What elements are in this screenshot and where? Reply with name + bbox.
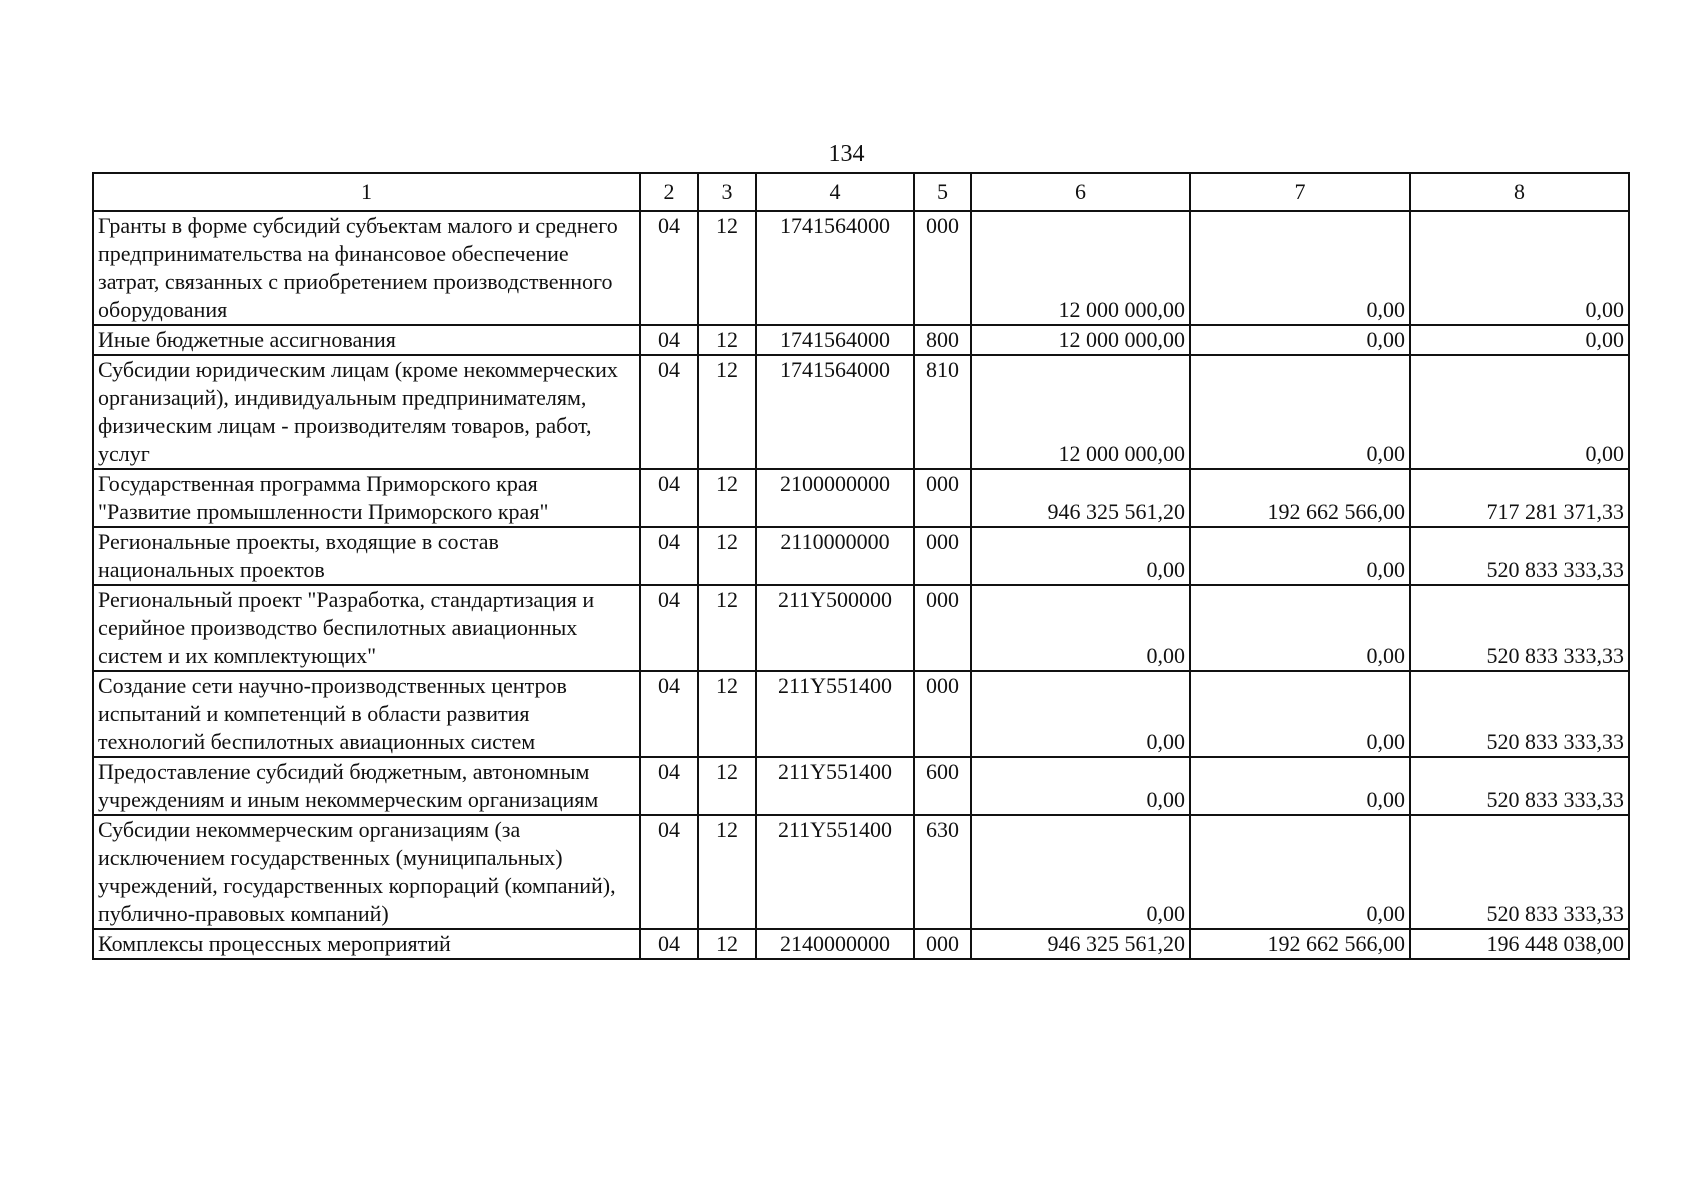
subsection-code: 12 xyxy=(698,527,756,585)
amount-col-7: 0,00 xyxy=(1190,757,1410,815)
amount-col-8: 520 833 333,33 xyxy=(1410,585,1629,671)
table-row xyxy=(93,929,1629,959)
amount-col-6: 0,00 xyxy=(971,757,1190,815)
row-name: Создание сети научно-производственных центров испытаний и компетенций в области развития технологий беспилотных авиационных систем xyxy=(93,671,640,757)
amount-col-6: 946 325 561,20 xyxy=(971,929,1190,959)
amount-col-7: 0,00 xyxy=(1190,815,1410,929)
row-name: Гранты в форме субсидий субъектам малого и среднего предпринимательства на финансовое обеспечение затрат, связанных с приобретением производственного оборудования xyxy=(93,211,640,325)
row-name: Иные бюджетные ассигнования xyxy=(93,325,640,355)
amount-col-7: 0,00 xyxy=(1190,585,1410,671)
amount-col-8: 0,00 xyxy=(1410,211,1629,325)
subsection-code: 12 xyxy=(698,469,756,527)
subsection-code: 12 xyxy=(698,355,756,469)
column-header: 6 xyxy=(971,173,1190,211)
target-article-code: 211Y551400 xyxy=(756,671,914,757)
amount-col-6: 12 000 000,00 xyxy=(971,325,1190,355)
target-article-code: 2100000000 xyxy=(756,469,914,527)
amount-col-8: 520 833 333,33 xyxy=(1410,527,1629,585)
row-name: Субсидии юридическим лицам (кроме некоммерческих организаций), индивидуальным предпринимателям, физическим лицам - производителям товаров, работ, услуг xyxy=(93,355,640,469)
amount-col-7: 192 662 566,00 xyxy=(1190,469,1410,527)
amount-col-8: 717 281 371,33 xyxy=(1410,469,1629,527)
amount-col-6: 12 000 000,00 xyxy=(971,211,1190,325)
target-article-code: 211Y551400 xyxy=(756,757,914,815)
row-name: Региональные проекты, входящие в состав национальных проектов xyxy=(93,527,640,585)
table-row xyxy=(93,527,1629,585)
table-row xyxy=(93,325,1629,355)
table-row xyxy=(93,469,1629,527)
amount-col-7: 0,00 xyxy=(1190,325,1410,355)
amount-col-8: 0,00 xyxy=(1410,325,1629,355)
expense-type-code: 000 xyxy=(914,211,971,325)
column-header: 7 xyxy=(1190,173,1410,211)
section-code: 04 xyxy=(640,929,698,959)
amount-col-8: 520 833 333,33 xyxy=(1410,757,1629,815)
row-name: Субсидии некоммерческим организациям (за исключением государственных (муниципальных) учреждений, государственных корпораций (компаний), публично-правовых компаний) xyxy=(93,815,640,929)
subsection-code: 12 xyxy=(698,325,756,355)
column-header: 1 xyxy=(93,173,640,211)
table-row xyxy=(93,585,1629,671)
subsection-code: 12 xyxy=(698,815,756,929)
section-code: 04 xyxy=(640,355,698,469)
section-code: 04 xyxy=(640,585,698,671)
row-name: Региональный проект "Разработка, стандартизация и серийное производство беспилотных авиационных систем и их комплектующих" xyxy=(93,585,640,671)
target-article-code: 1741564000 xyxy=(756,211,914,325)
row-name: Комплексы процессных мероприятий xyxy=(93,929,640,959)
amount-col-7: 0,00 xyxy=(1190,671,1410,757)
amount-col-8: 196 448 038,00 xyxy=(1410,929,1629,959)
budget-table xyxy=(92,172,1630,960)
table-row xyxy=(93,815,1629,929)
column-header: 8 xyxy=(1410,173,1629,211)
header-row xyxy=(93,173,1629,211)
subsection-code: 12 xyxy=(698,211,756,325)
expense-type-code: 000 xyxy=(914,469,971,527)
expense-type-code: 630 xyxy=(914,815,971,929)
amount-col-8: 520 833 333,33 xyxy=(1410,815,1629,929)
subsection-code: 12 xyxy=(698,929,756,959)
column-header: 4 xyxy=(756,173,914,211)
expense-type-code: 000 xyxy=(914,929,971,959)
amount-col-6: 12 000 000,00 xyxy=(971,355,1190,469)
target-article-code: 211Y500000 xyxy=(756,585,914,671)
subsection-code: 12 xyxy=(698,671,756,757)
section-code: 04 xyxy=(640,527,698,585)
amount-col-7: 192 662 566,00 xyxy=(1190,929,1410,959)
table-row xyxy=(93,211,1629,325)
expense-type-code: 000 xyxy=(914,671,971,757)
amount-col-6: 0,00 xyxy=(971,527,1190,585)
section-code: 04 xyxy=(640,815,698,929)
subsection-code: 12 xyxy=(698,757,756,815)
target-article-code: 2140000000 xyxy=(756,929,914,959)
amount-col-8: 0,00 xyxy=(1410,355,1629,469)
section-code: 04 xyxy=(640,325,698,355)
expense-type-code: 000 xyxy=(914,527,971,585)
expense-type-code: 810 xyxy=(914,355,971,469)
target-article-code: 1741564000 xyxy=(756,325,914,355)
amount-col-7: 0,00 xyxy=(1190,355,1410,469)
expense-type-code: 600 xyxy=(914,757,971,815)
column-header: 2 xyxy=(640,173,698,211)
amount-col-7: 0,00 xyxy=(1190,527,1410,585)
target-article-code: 1741564000 xyxy=(756,355,914,469)
column-header: 5 xyxy=(914,173,971,211)
amount-col-6: 0,00 xyxy=(971,815,1190,929)
section-code: 04 xyxy=(640,671,698,757)
column-header: 3 xyxy=(698,173,756,211)
row-name: Предоставление субсидий бюджетным, автономным учреждениям и иным некоммерческим организациям xyxy=(93,757,640,815)
amount-col-6: 0,00 xyxy=(971,585,1190,671)
page-number: 134 xyxy=(828,141,865,167)
target-article-code: 2110000000 xyxy=(756,527,914,585)
table-row xyxy=(93,355,1629,469)
amount-col-8: 520 833 333,33 xyxy=(1410,671,1629,757)
amount-col-6: 946 325 561,20 xyxy=(971,469,1190,527)
expense-type-code: 800 xyxy=(914,325,971,355)
section-code: 04 xyxy=(640,469,698,527)
amount-col-6: 0,00 xyxy=(971,671,1190,757)
row-name: Государственная программа Приморского края "Развитие промышленности Приморского края" xyxy=(93,469,640,527)
section-code: 04 xyxy=(640,757,698,815)
target-article-code: 211Y551400 xyxy=(756,815,914,929)
subsection-code: 12 xyxy=(698,585,756,671)
section-code: 04 xyxy=(640,211,698,325)
amount-col-7: 0,00 xyxy=(1190,211,1410,325)
table-row xyxy=(93,757,1629,815)
expense-type-code: 000 xyxy=(914,585,971,671)
table-row xyxy=(93,671,1629,757)
